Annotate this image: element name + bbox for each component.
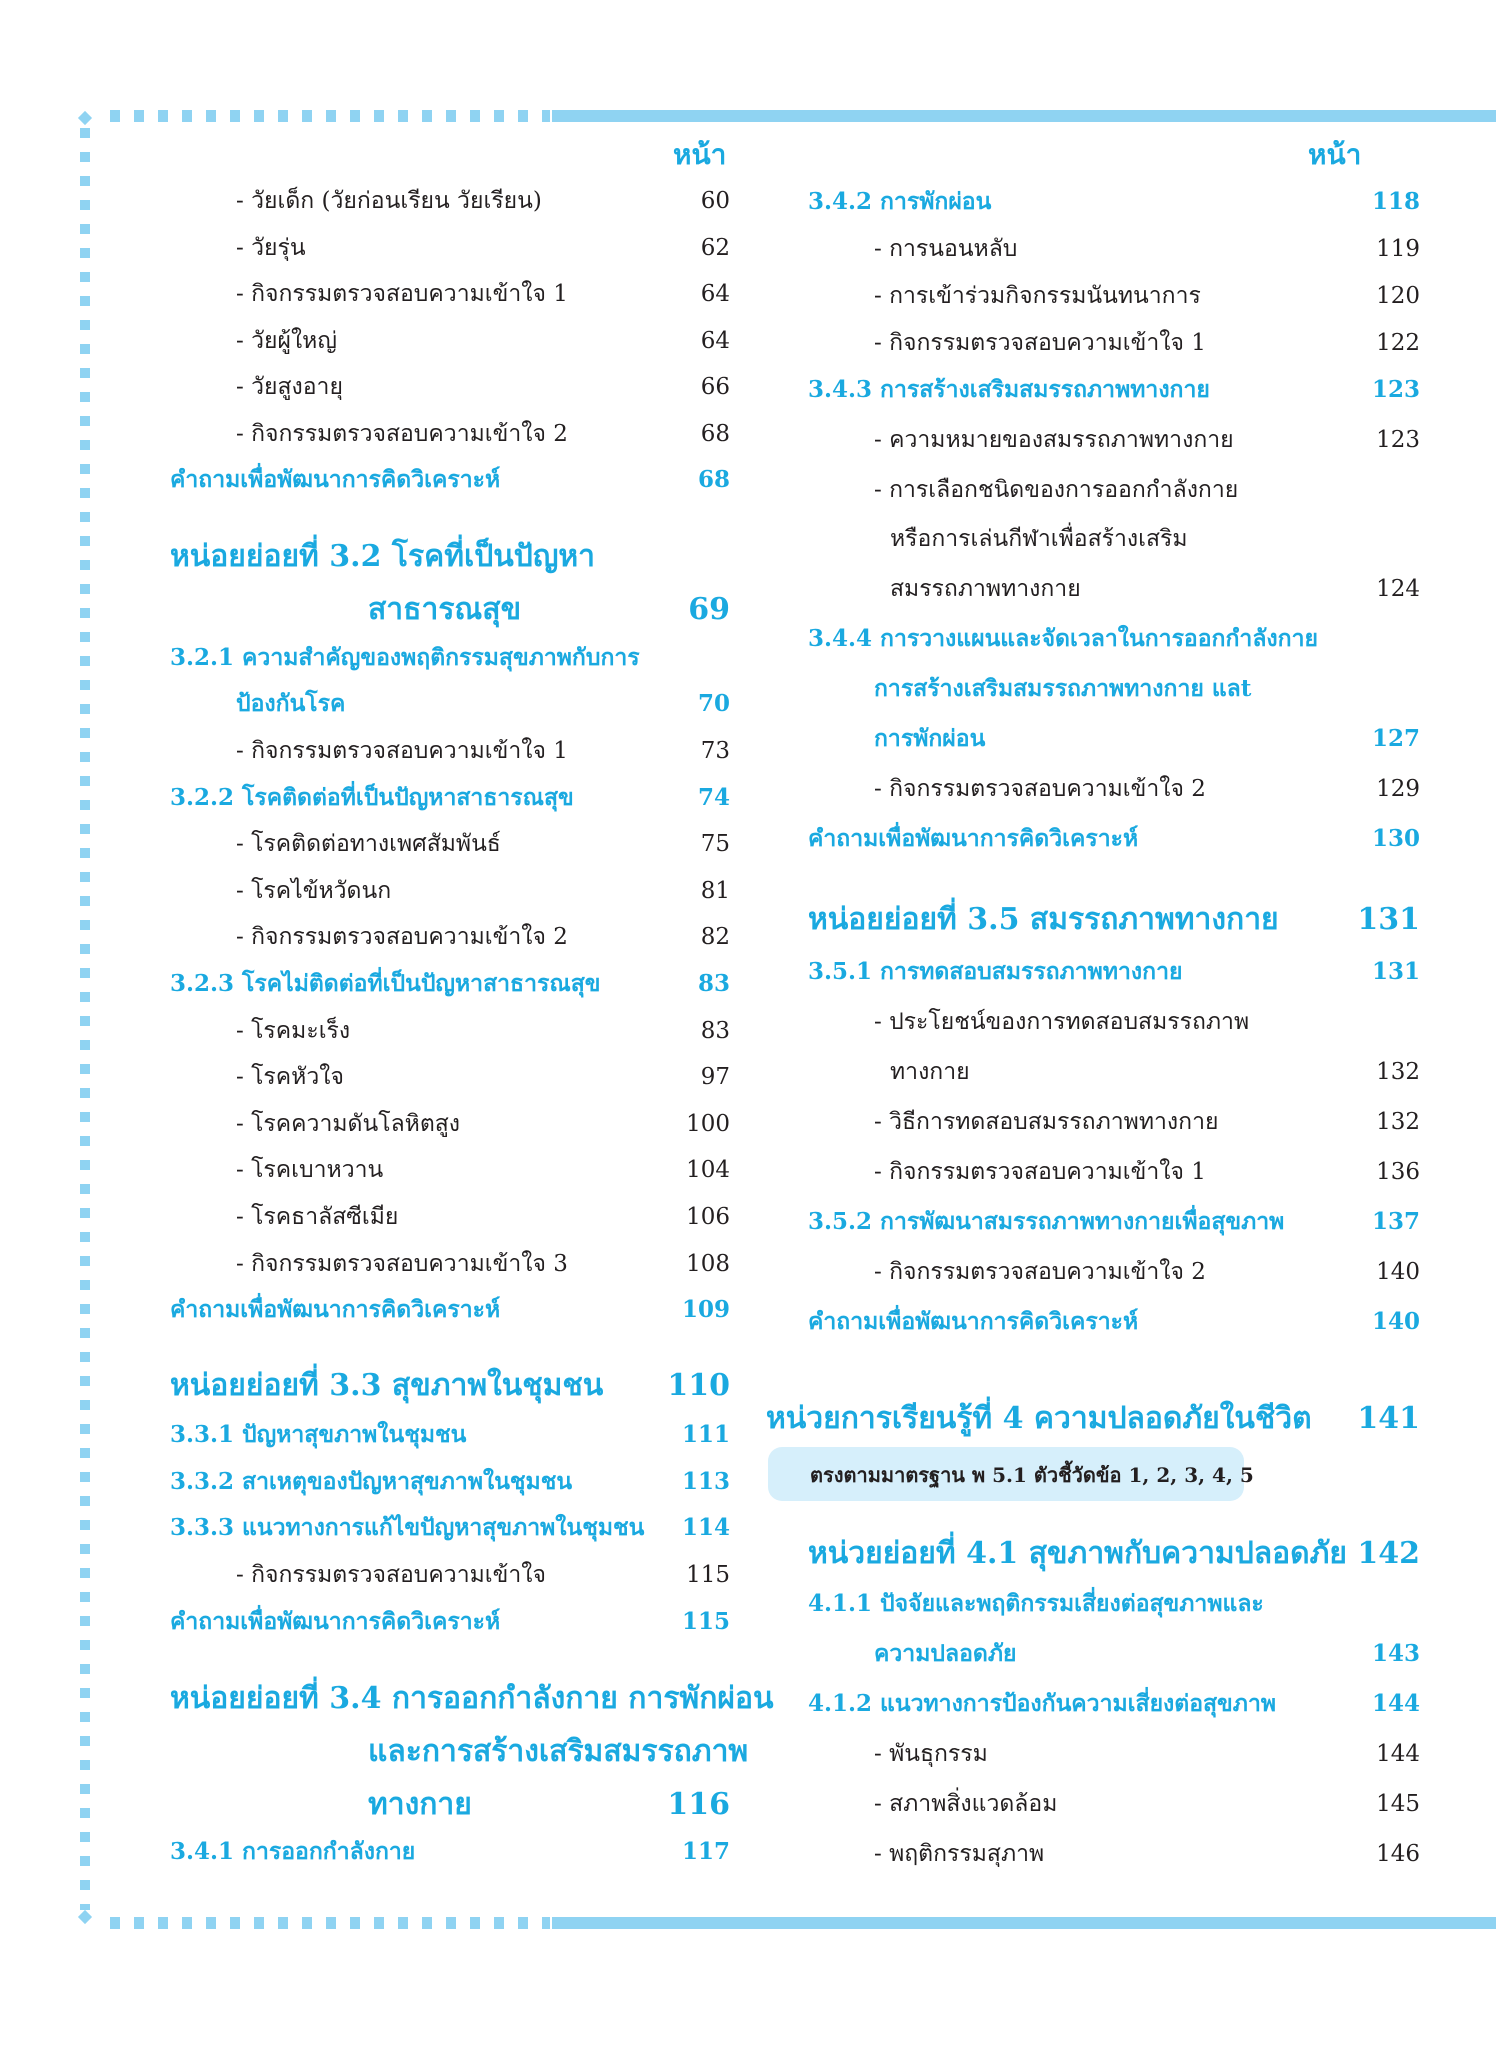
toc-right-column: หน้า 3.4.2 การพักผ่อน 118 - การนอนหลับ 119 - การเข้าร่วมกิจกรรมนันทนาการ 120 - กิจกรรมตรวจสอบความเข้าใจ 1 122 3.4.3 การสร้างเสริมสมรรถภาพทางกาย 123 - ความหมายของสมรรถภาพทางกาย 123 - การเลือกชนิดของการออกกำลังกาย หรือการเล่นกีฬาเพื่อสร้างเสริม สมรรถภาพทางกาย 124 3.4.4 การวางแผนและจัดเวลาในการออกกำลังกาย การสร้างเสริมสมรรถภาพทางกาย แลt การพักผ่อน 127 - กิจกรรมตรวจสอบความเข้าใจ 2 129 คำถามเพื่อพัฒนาการคิดวิเคราะห์ 130 หน่อยย่อยที่ 3.5 สมรรถภาพทางกาย 131 3.5.1 การทดสอบสมรรถภาพทางกาย 131 - ประโยชน์ของการทดสอบสมรรถภาพ ทางกาย 132 - วิธีการทดสอบสมรรถภาพทางกาย 132 - กิจกรรมตรวจสอบความเข้าใจ 1 136 3.5.2 การพัฒนาสมรรถภาพทางกายเพื่อสุขภาพ 137 - กิจกรรมตรวจสอบความเข้าใจ 2 140 คำถามเพื่อพัฒนาการคิดวิเคราะห์ 140 หน่วยการเรียนรู้ที่ 4 ความปลอดภัยในชีวิต 141: [766, 138, 1420, 1436]
standard-note: ตรงตามมาตรฐาน พ 5.1 ตัวชี้วัดข้อ 1, 2, 3, 4, 5: [810, 1463, 1254, 1487]
toc-right-column-lower: หน่วยย่อยที่ 4.1 สุขภาพกับความปลอดภัย 142 4.1.1 ปัจจัยและพฤติกรรมเสี่ยงต่อสุขภาพและ ความปลอดภัย 143 4.1.2 แนวทางการป้องกันความเสี่ยงต่อสุขภาพ 144 - พันธุกรรม 144 - สภาพสิ่งแวดล้อม 145 - พฤติกรรมสุภาพ 146: [808, 1536, 1420, 1867]
page-column-header: หน้า: [1308, 138, 1362, 171]
page-column-header: หน้า: [673, 138, 727, 171]
toc-left-column: หน้า - วัยเด็ก (วัยก่อนเรียน วัยเรียน) 60 - วัยรุ่น 62 - กิจกรรมตรวจสอบความเข้าใจ 1 64 - วัยผู้ใหญ่ 64 - วัยสูงอายุ 66 - กิจกรรมตรวจสอบความเข้าใจ 2 68 คำถามเพื่อพัฒนาการคิดวิเคราะห์ 68 หน่อยย่อยที่ 3.2 โรคที่เป็นปัญหา สาธารณสุข 69 3.2.1 ความสำคัญของพฤติกรรมสุขภาพกับการ ป้องกันโรค 70 - กิจกรรมตรวจสอบความเข้าใจ 1 73 3.2.2 โรคติดต่อที่เป็นปัญหาสาธารณสุข 74 - โรคติดต่อทางเพศสัมพันธ์ 75 - โรคไข้หวัดนก 81 - กิจกรรมตรวจสอบความเข้าใจ 2 82 3.2.3 โรคไม่ติดต่อที่เป็นปัญหาสาธารณสุข 83 - โรคมะเร็ง 83 - โรคหัวใจ 97 - โรคความดันโลหิตสูง 100 - โรคเบาหวาน 104 - โรคธาลัสซีเมีย 106 - กิจกรรมตรวจสอบความเข้าใจ 3 108 คำถามเพื่อพัฒนาการคิดวิเคราะห์ 109 หน่อยย่อยที่ 3.3 สุขภาพในชุมชน 110 3.3.1 ปัญหาสุขภาพในชุมชน 111 3.3.2 สาเหตุของปัญหาสุขภาพในชุมชน 113 3.3.3 แนวทางการแก้ไขปัญหาสุขภาพในชุมชน 114 - กิจกรรมตรวจสอบความเข้าใจ 115 คำถามเพื่อพัฒนาการคิดวิเคราะห์ 115 หน่อยย่อยที่ 3.4 การออกกำลังกาย การพักผ่อน และการสร้างเสริมสมรรถภาพ ทางกาย 116 3.4.1 การออกกำลังกาย 117: [170, 138, 774, 1865]
